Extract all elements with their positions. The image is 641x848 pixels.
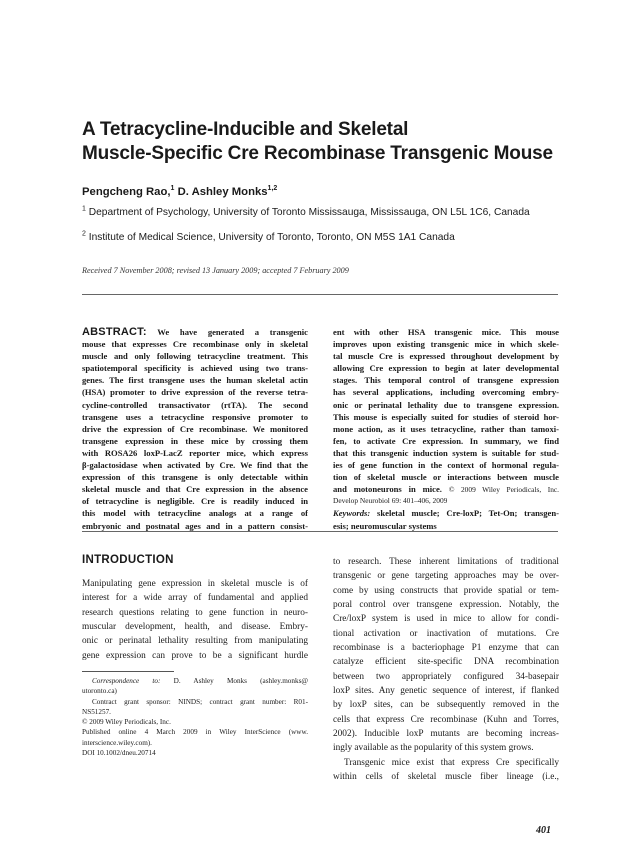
- intro-line: Cre/loxP system is used in mice to allow for condi-: [333, 614, 559, 625]
- footnote-correspondence: [82, 676, 308, 686]
- affiliation-1: [82, 207, 530, 218]
- intro-line: interest for a wide array of fundamental and applied: [82, 593, 308, 604]
- footnote-doi: DOI 10.1002/dneu.20714: [82, 749, 156, 758]
- intro-line: recombinase is a bacteriophage P1 enzyme that can: [333, 643, 559, 654]
- correspondence-text: D. Ashley Monks (ashley.monks@: [173, 677, 308, 685]
- article-title: [82, 118, 582, 166]
- intro-line: transgenic or gene targeting approaches may be over-: [333, 571, 559, 582]
- intro-line: research questions relating to gene function in neuro-: [82, 607, 308, 618]
- abstract-right-column: [333, 326, 559, 532]
- affiliation-marker: 2: [82, 230, 86, 238]
- abstract-divider: [82, 531, 558, 532]
- abstract-line: embryonic and postnatal ages and in a pattern consist-: [82, 520, 308, 531]
- keywords-label: Keywords:: [333, 508, 371, 519]
- intro-line: 2002). Inducible loxP mutants are becoming increas-: [333, 729, 559, 740]
- abstract-line: tion of skeletal muscle or interactions between muscle: [333, 472, 559, 483]
- abstract-line: This mouse is especially suited for studies of steroid hor-: [333, 411, 559, 422]
- abstract-line: (HSA) promoter to drive expression of the reverse tetra-: [82, 387, 308, 398]
- intro-line: between two appropriately configured 34-basepair: [333, 671, 559, 682]
- abstract-line: ies of gene function in the context of hormonal regula-: [333, 460, 559, 471]
- abstract-line: transgene uses a tetracycline responsive promoter to: [82, 411, 308, 422]
- abstract-line: has several applications, including overcoming embry-: [333, 387, 559, 398]
- author-list: [82, 186, 277, 198]
- footnote-copyright: © 2009 Wiley Periodicals, Inc.: [82, 718, 171, 727]
- abstract-line: stages. This temporal control of transgene expression: [333, 375, 559, 386]
- abstract-text: We have generated a transgenic: [157, 327, 308, 337]
- abstract-line: improves upon existing transgenic mice in which skele-: [333, 339, 559, 350]
- keywords-text: skeletal muscle; Cre-loxP; Tet-On; transgen-: [377, 508, 559, 519]
- introduction-left-column: [82, 577, 308, 663]
- footnotes: [82, 676, 308, 758]
- intro-line: catalyze efficient site-specific DNA recombination: [333, 657, 559, 668]
- footnote-correspondence-cont: utoronto.ca): [82, 687, 117, 696]
- abstract-line: fen, to activate Cre expression. In summary, we find: [333, 435, 559, 446]
- abstract-line: ent with other HSA transgenic mice. This mouse: [333, 327, 559, 337]
- abstract-line: skeletal muscle and that Cre expression in the absence: [82, 484, 308, 495]
- abstract-line: [82, 326, 308, 338]
- author-affiliation-marker: 1,2: [267, 185, 278, 193]
- intro-line: gene expression can prove to be a significant hurdle: [82, 650, 308, 661]
- abstract-line: muscle and only following tetracycline treatment. This: [82, 351, 308, 362]
- affiliation-2: [82, 232, 455, 243]
- intro-line: within cells of skeletal muscle fiber lineage (i.e.,: [333, 772, 559, 783]
- intro-line: Manipulating gene expression in skeletal muscle is of: [82, 579, 308, 589]
- abstract-line: allowing Cre expression to begin at later developmental: [333, 363, 559, 374]
- intro-line: loxP sites. Any genetic sequence of interest, if flanked: [333, 686, 559, 697]
- author-affiliation-marker: 1: [170, 185, 175, 193]
- introduction-heading: INTRODUCTION: [82, 554, 174, 566]
- intro-line: poral control over transgene expression. Notably, the: [333, 600, 559, 611]
- footnote-published: Published online 4 March 2009 in Wiley InterScience (www.: [82, 728, 308, 737]
- abstract-text: and motoneurons in mice.: [333, 484, 442, 495]
- abstract-line: drive the expression of Cre recombinase. We monitored: [82, 423, 308, 434]
- abstract-copyright: © 2009 Wiley Periodicals, Inc.: [448, 485, 559, 495]
- intro-line: muscular development, health, and disease. Embry-: [82, 622, 308, 633]
- abstract-line: expression of this transgene is only detectable within: [82, 472, 308, 483]
- affiliation-marker: 1: [82, 205, 86, 213]
- affiliation-text: Department of Psychology, University of Toronto Mississauga, Mississauga, ON L5L 1C6, Canada: [88, 207, 530, 218]
- abstract-line: onic or perinatal lethality due to transgene expression.: [333, 399, 559, 410]
- title-line-1: A Tetracycline-Inducible and Skeletal: [82, 119, 409, 140]
- abstract-line: β-galactosidase when activated by Cre. We find that the: [82, 460, 308, 471]
- abstract-line: transgene expression in these mice by crossing them: [82, 435, 308, 446]
- footnote-published-cont: interscience.wiley.com).: [82, 738, 152, 747]
- title-line-2: Muscle-Specific Cre Recombinase Transgenic Mouse: [82, 143, 553, 164]
- abstract-line: tal muscle Cre is expressed throughout development by: [333, 351, 559, 362]
- abstract-citation: Develop Neurobiol 69: 401–406, 2009: [333, 496, 448, 506]
- intro-line: by loxP sites, can be subsequently removed in the: [333, 700, 559, 711]
- intro-line: come by using constructs that provide spatial or tem-: [333, 585, 559, 596]
- affiliation-text: Institute of Medical Science, University of Toronto, Toronto, ON M5S 1A1 Canada: [88, 232, 455, 243]
- footnote-divider: [82, 671, 174, 672]
- intro-line: to research. These inherent limitations of traditional: [333, 557, 559, 567]
- abstract-line: spatiotemporal specificity is achieved using two trans-: [82, 363, 308, 374]
- intro-line: onic or perinatal lethality resulting from manipulating: [82, 636, 308, 647]
- abstract-line: with ROSA26 loxP-LacZ reporter mice, which express: [82, 447, 308, 458]
- abstract-line: genes. The first transgene uses the human skeletal actin: [82, 375, 308, 386]
- abstract-line: cycline-controlled transactivator (rtTA). The second: [82, 399, 308, 410]
- header-divider: [82, 294, 558, 295]
- keywords-line: [333, 507, 559, 519]
- correspondence-label: Correspondence to:: [92, 677, 161, 685]
- author-name: D. Ashley Monks: [177, 186, 268, 198]
- footnote-grant: Contract grant sponsor: NINDS; contract grant number: R01-: [92, 697, 308, 706]
- abstract-line: of tetracycline is negligible. Cre is readily induced in: [82, 496, 308, 507]
- author-name: Pengcheng Rao,: [82, 186, 171, 198]
- abstract-line: this model with tetracycline analogs at a range of: [82, 508, 308, 519]
- intro-line: Transgenic mice exist that express Cre specifically: [344, 757, 559, 768]
- abstract-line: mouse that expresses Cre recombinase only in skeletal: [82, 339, 308, 350]
- footnote-grant-cont: NS51257.: [82, 707, 111, 716]
- abstract-line: [333, 483, 559, 495]
- intro-line: cells that express Cre recombinase (Kuhn and Torres,: [333, 714, 559, 725]
- page-number: 401: [536, 825, 551, 836]
- keywords-line: esis; neuromuscular systems: [333, 520, 437, 531]
- intro-line: ingly available as the popularity of this system grows.: [333, 743, 534, 754]
- introduction-right-column: [333, 555, 559, 785]
- received-dates: Received 7 November 2008; revised 13 January 2009; accepted 7 February 2009: [82, 266, 349, 275]
- abstract-line: mone action, as it uses tetracycline, rather than tamoxi-: [333, 423, 559, 434]
- abstract-heading: ABSTRACT:: [82, 326, 147, 338]
- abstract-line: that this transgenic induction system is suitable for stud-: [333, 447, 559, 458]
- abstract-left-column: [82, 326, 308, 532]
- intro-line: tional activation or inactivation of mutations. Cre: [333, 628, 559, 639]
